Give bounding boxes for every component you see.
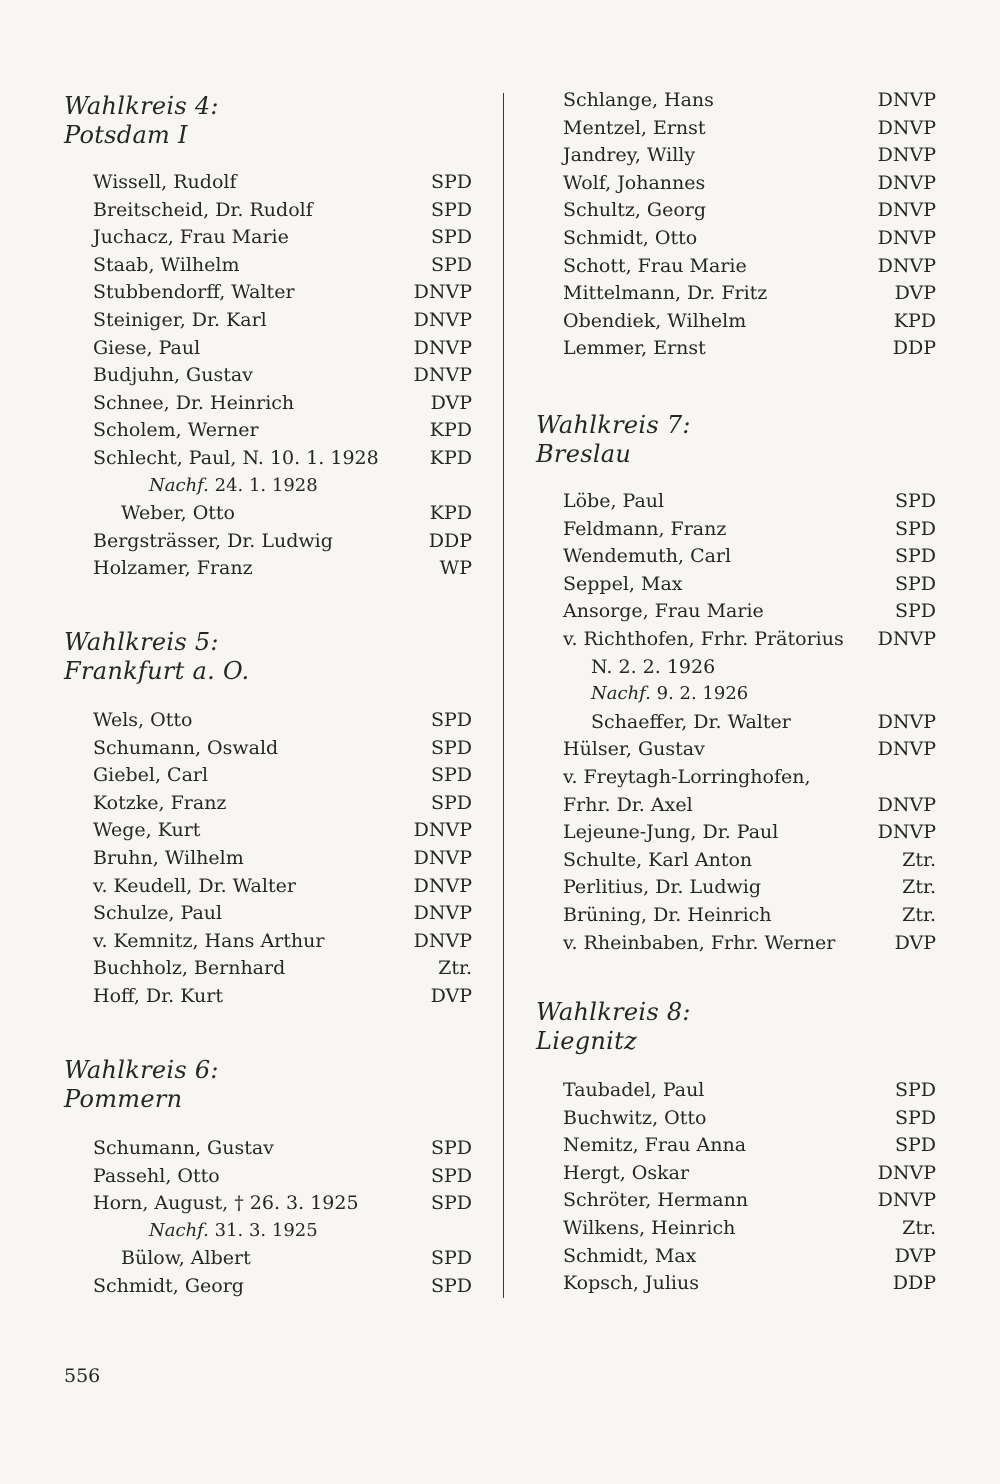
member-entry: [563, 735, 936, 763]
member-party: KPD: [429, 419, 472, 442]
note-label: Nachf.: [149, 1219, 209, 1241]
member-name: Weber, Otto: [121, 502, 235, 525]
member-entry: [93, 1272, 472, 1300]
note-date: 31. 3. 1925: [208, 1219, 318, 1241]
member-entry: [93, 251, 472, 279]
member-name: Kotzke, Franz: [93, 791, 227, 814]
member-party: SPD: [894, 572, 936, 595]
member-party: SPD: [430, 198, 472, 221]
member-entry: [563, 334, 936, 362]
member-name: Jandrey, Willy: [563, 144, 696, 167]
successor-note: [149, 1217, 472, 1245]
member-party: SPD: [430, 1275, 472, 1297]
member-entry: [563, 625, 936, 653]
member-name: Budjuhn, Gustav: [93, 364, 253, 387]
note-text: [149, 472, 318, 500]
section-title: Wahlkreis 6:: [64, 1056, 219, 1084]
member-entry: [563, 307, 936, 335]
member-party: DNVP: [877, 254, 936, 277]
member-party: DNVP: [877, 793, 936, 816]
member-entry: [563, 570, 936, 598]
member-party: SPD: [430, 736, 472, 759]
member-name: Ansorge, Frau Marie: [563, 600, 764, 623]
member-party: DNVP: [413, 902, 472, 925]
member-entry: [563, 1242, 936, 1270]
member-name: Obendiek, Wilhelm: [563, 309, 747, 332]
member-name: v. Rheinbaben, Frhr. Werner: [563, 931, 836, 954]
member-party: Ztr.: [902, 848, 936, 871]
member-name: N. 2. 2. 1926: [591, 655, 716, 678]
note-label: Nachf.: [591, 683, 651, 705]
member-party: DNVP: [413, 364, 472, 387]
member-party: DNVP: [413, 336, 472, 359]
member-entry: [563, 224, 936, 252]
member-entry: [563, 1269, 936, 1297]
member-entry: [93, 706, 472, 734]
member-entry: [93, 789, 472, 817]
member-name: Schröter, Hermann: [563, 1189, 749, 1212]
member-name: Wels, Otto: [93, 709, 193, 731]
member-entry: [93, 844, 472, 872]
member-entry: [93, 1189, 472, 1217]
member-party: DVP: [430, 391, 472, 414]
member-entry: [563, 597, 936, 625]
member-party: DNVP: [413, 874, 472, 897]
member-name: Breitscheid, Dr. Rudolf: [93, 198, 313, 221]
member-entry: [93, 223, 472, 251]
member-party: SPD: [430, 1137, 472, 1159]
member-party: DVP: [894, 1244, 936, 1267]
member-party: Ztr.: [902, 1217, 936, 1239]
member-entry: [93, 306, 472, 334]
member-party: DVP: [894, 931, 936, 954]
member-entry: [93, 278, 472, 306]
member-entry: [93, 389, 472, 417]
member-party: SPD: [894, 490, 936, 512]
member-party: KPD: [429, 447, 472, 469]
member-entry: [93, 444, 472, 472]
member-name: Schlecht, Paul, N. 10. 1. 1928: [93, 447, 379, 469]
member-party: SPD: [430, 1247, 472, 1270]
member-entry: [563, 818, 936, 846]
member-name: Schmidt, Max: [563, 1244, 697, 1267]
member-party: DNVP: [877, 1189, 936, 1212]
member-name: Löbe, Paul: [563, 490, 665, 512]
member-name: v. Keudell, Dr. Walter: [93, 874, 296, 897]
section-subtitle: Frankfurt a. O.: [64, 657, 250, 685]
member-name: Passehl, Otto: [93, 1164, 220, 1187]
member-entry: [563, 763, 936, 791]
member-entry: [563, 901, 936, 929]
member-entry: [93, 899, 472, 927]
member-entry: [563, 1186, 936, 1214]
member-entry: [563, 114, 936, 142]
member-party: DNVP: [877, 738, 936, 761]
member-name: Schultz, Georg: [563, 199, 707, 222]
member-entry: [93, 196, 472, 224]
member-party: SPD: [894, 545, 936, 568]
member-name: Juchacz, Frau Marie: [93, 226, 289, 249]
member-entry: [563, 846, 936, 874]
member-name: Schlange, Hans: [563, 89, 714, 111]
member-party: DNVP: [877, 171, 936, 194]
member-name: Schnee, Dr. Heinrich: [93, 391, 295, 414]
member-name: Wissell, Rudolf: [93, 171, 237, 193]
member-name: Lejeune-Jung, Dr. Paul: [563, 821, 779, 844]
member-entry: [563, 515, 936, 543]
member-party: SPD: [430, 764, 472, 787]
member-entry: [563, 196, 936, 224]
member-party: DNVP: [413, 929, 472, 952]
section-subtitle: Liegnitz: [536, 1027, 638, 1055]
member-name: Schmidt, Georg: [93, 1275, 244, 1297]
member-party: SPD: [430, 1164, 472, 1187]
member-name: Schulte, Karl Anton: [563, 848, 753, 871]
member-party: DNVP: [877, 199, 936, 222]
member-party: SPD: [430, 791, 472, 814]
member-entry: [93, 954, 472, 982]
member-entry: [563, 873, 936, 901]
member-entry: [563, 1104, 936, 1132]
member-name: Wolf, Johannes: [563, 171, 706, 194]
member-entry: [121, 1244, 472, 1272]
section-subtitle: Potsdam I: [64, 121, 188, 149]
member-party: Ztr.: [438, 957, 472, 980]
member-party: DNVP: [877, 116, 936, 139]
member-entry: [93, 927, 472, 955]
member-name: Wendemuth, Carl: [563, 545, 732, 568]
note-text: [149, 1217, 318, 1245]
member-name: Hoff, Dr. Kurt: [93, 985, 223, 1007]
note-date: 9. 2. 1926: [650, 683, 749, 705]
member-party: Ztr.: [902, 876, 936, 899]
member-name: v. Freytagh-Lorringhofen,: [563, 766, 811, 788]
member-name: Schumann, Oswald: [93, 736, 279, 759]
member-name: Mittelmann, Dr. Fritz: [563, 282, 768, 305]
member-party: DDP: [892, 1272, 936, 1295]
section-title: Wahlkreis 7:: [536, 411, 691, 439]
member-entry: [93, 361, 472, 389]
member-name: Frhr. Dr. Axel: [563, 793, 693, 816]
member-party: DVP: [430, 985, 472, 1007]
member-party: DNVP: [877, 144, 936, 167]
member-entry: [93, 527, 472, 555]
member-name: Holzamer, Franz: [93, 557, 253, 580]
member-name: Buchwitz, Otto: [563, 1106, 707, 1129]
member-party: SPD: [894, 1134, 936, 1157]
member-entry: [93, 168, 472, 196]
member-party: DNVP: [877, 1161, 936, 1184]
note-text: [591, 680, 748, 708]
member-party: DNVP: [877, 710, 936, 733]
member-name: Bruhn, Wilhelm: [93, 847, 244, 869]
member-name: Kopsch, Julius: [563, 1272, 699, 1295]
member-name: Perlitius, Dr. Ludwig: [563, 876, 762, 899]
member-party: SPD: [430, 171, 472, 193]
note-label: Nachf.: [149, 474, 209, 496]
member-name: v. Richthofen, Frhr. Prätorius: [563, 628, 844, 650]
successor-note: [591, 680, 936, 708]
member-entry: [93, 1134, 472, 1162]
member-entry: [93, 816, 472, 844]
member-entry: [563, 169, 936, 197]
member-party: KPD: [893, 309, 936, 332]
member-party: DNVP: [877, 89, 936, 111]
member-name: Wilkens, Heinrich: [563, 1217, 736, 1239]
member-party: SPD: [894, 1079, 936, 1101]
member-entry: [563, 487, 936, 515]
member-party: WP: [439, 557, 472, 580]
member-party: DNVP: [413, 819, 472, 842]
member-party: SPD: [430, 1192, 472, 1215]
member-name: Horn, August, † 26. 3. 1925: [93, 1192, 359, 1215]
member-party: DNVP: [877, 227, 936, 249]
member-party: DDP: [428, 529, 472, 552]
member-party: DNVP: [413, 309, 472, 331]
member-entry: [591, 708, 936, 736]
member-name: v. Kemnitz, Hans Arthur: [93, 929, 325, 952]
member-entry: [93, 1162, 472, 1190]
member-name: Staab, Wilhelm: [93, 253, 240, 276]
page-number: 556: [64, 1365, 101, 1387]
member-entry: [563, 252, 936, 280]
member-name: Bülow, Albert: [121, 1247, 251, 1270]
member-name: Schulze, Paul: [93, 902, 223, 925]
section-title: Wahlkreis 4:: [64, 92, 219, 120]
member-party: SPD: [430, 226, 472, 249]
member-name: Scholem, Werner: [93, 419, 259, 442]
member-party: DNVP: [877, 821, 936, 844]
member-name: Giebel, Carl: [93, 764, 209, 787]
member-name: Lemmer, Ernst: [563, 337, 706, 360]
member-entry: [93, 982, 472, 1010]
member-name: Brüning, Dr. Heinrich: [563, 904, 772, 926]
member-name: Stubbendorff, Walter: [93, 281, 295, 304]
member-party: DNVP: [877, 628, 936, 650]
section-subtitle: Breslau: [536, 440, 632, 468]
member-name: Schott, Frau Marie: [563, 254, 747, 277]
member-entry: [563, 1076, 936, 1104]
member-entry: [563, 1159, 936, 1187]
member-entry: [563, 86, 936, 114]
member-name: Buchholz, Bernhard: [93, 957, 286, 980]
note-date: 24. 1. 1928: [208, 474, 318, 496]
member-party: DNVP: [413, 281, 472, 304]
member-entry: [93, 872, 472, 900]
member-entry: [93, 761, 472, 789]
member-name: Schmidt, Otto: [563, 227, 698, 249]
member-entry: [563, 141, 936, 169]
member-party: SPD: [894, 1106, 936, 1129]
member-party: SPD: [430, 253, 472, 276]
member-party: Ztr.: [902, 904, 936, 926]
member-name: Schaeffer, Dr. Walter: [591, 710, 791, 733]
member-entry: [93, 416, 472, 444]
member-entry: [591, 653, 936, 681]
member-entry: [563, 279, 936, 307]
member-party: SPD: [430, 709, 472, 731]
member-name: Wege, Kurt: [93, 819, 201, 842]
member-name: Giese, Paul: [93, 336, 201, 359]
member-entry: [563, 1131, 936, 1159]
section-subtitle: Pommern: [64, 1085, 183, 1113]
member-entry: [563, 791, 936, 819]
member-party: DNVP: [413, 847, 472, 869]
member-name: Mentzel, Ernst: [563, 116, 706, 139]
member-entry: [563, 929, 936, 957]
member-name: Taubadel, Paul: [563, 1079, 705, 1101]
section-title: Wahlkreis 8:: [536, 998, 691, 1026]
member-party: SPD: [894, 600, 936, 623]
member-name: Bergsträsser, Dr. Ludwig: [93, 529, 333, 552]
member-entry: [563, 1214, 936, 1242]
member-entry: [93, 334, 472, 362]
member-entry: [563, 542, 936, 570]
member-party: DDP: [892, 337, 936, 360]
member-name: Nemitz, Frau Anna: [563, 1134, 747, 1157]
member-name: Hergt, Oskar: [563, 1161, 690, 1184]
member-name: Hülser, Gustav: [563, 738, 705, 761]
column-divider: [503, 93, 504, 1298]
member-entry: [93, 734, 472, 762]
section-title: Wahlkreis 5:: [64, 628, 219, 656]
member-name: Feldmann, Franz: [563, 517, 727, 540]
member-name: Steiniger, Dr. Karl: [93, 309, 267, 331]
successor-note: [149, 472, 472, 500]
member-name: Seppel, Max: [563, 572, 683, 595]
member-entry: [121, 499, 472, 527]
member-party: DVP: [894, 282, 936, 305]
member-name: Schumann, Gustav: [93, 1137, 274, 1159]
member-party: KPD: [429, 502, 472, 525]
member-party: SPD: [894, 517, 936, 540]
member-entry: [93, 554, 472, 582]
